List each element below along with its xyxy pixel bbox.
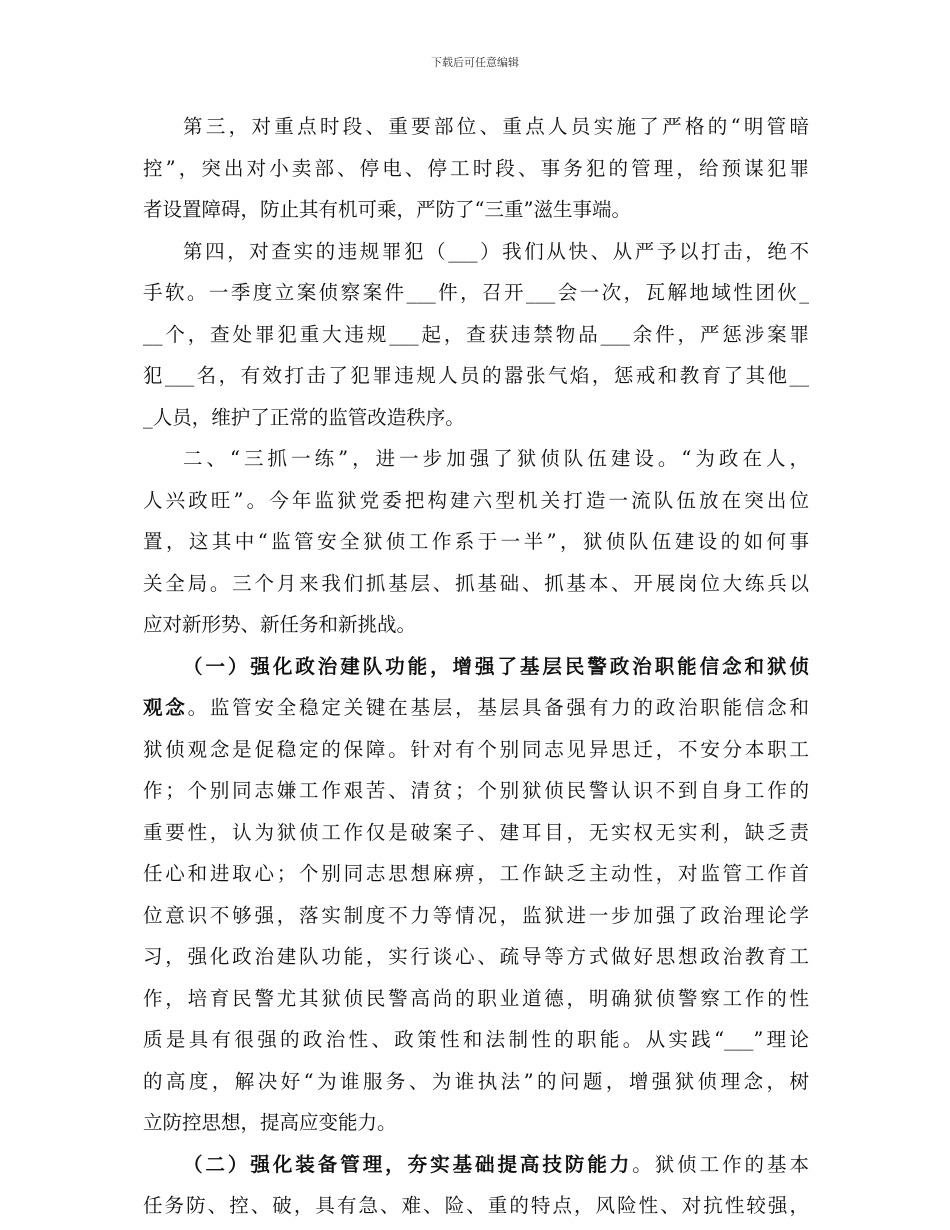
bold-heading-text: 观念 bbox=[143, 696, 188, 719]
line-text: 控”，突出对小卖部、停电、停工时段、事务犯的管理，给预谋犯罪 bbox=[143, 156, 809, 180]
text-line bbox=[143, 812, 809, 854]
text-line bbox=[143, 770, 809, 812]
line-text: 作，培育民警尤其狱侦民警高尚的职业道德，明确狱侦警察工作的性 bbox=[143, 986, 809, 1010]
document-body bbox=[143, 106, 809, 1227]
text-line bbox=[143, 272, 809, 314]
line-text: 重要性，认为狱侦工作仅是破案子、建耳目，无实权无实利，缺乏责 bbox=[143, 820, 809, 844]
text-line bbox=[143, 480, 809, 522]
text-line bbox=[143, 397, 809, 439]
text-line bbox=[143, 604, 809, 646]
line-text: __个，查处罪犯重大违规___起，查获违禁物品___余件，严惩涉案罪 bbox=[143, 322, 809, 346]
line-text: 关全局。三个月来我们抓基层、抓基础、抓基本、开展岗位大练兵以 bbox=[143, 571, 809, 595]
text-line bbox=[143, 1185, 809, 1227]
text-line bbox=[143, 148, 809, 190]
text-line bbox=[143, 438, 809, 480]
line-text: 第三，对重点时段、重要部位、重点人员实施了严格的“明管暗 bbox=[183, 115, 809, 138]
text-line bbox=[143, 1061, 809, 1103]
line-text: 。监管安全稳定关键在基层，基层具备强有力的政治职能信念和 bbox=[187, 696, 809, 719]
bold-heading-text: （二）强化装备管理，夯实基础提高技防能力 bbox=[183, 1152, 633, 1176]
line-text: 立防控思想，提高应变能力。 bbox=[143, 1111, 397, 1134]
text-line bbox=[143, 231, 809, 273]
line-text: 狱侦观念是促稳定的保障。针对有个别同志见异思迁，不安分本职工 bbox=[143, 737, 809, 761]
text-line bbox=[143, 1102, 809, 1144]
text-line bbox=[143, 936, 809, 978]
line-text: 犯___名，有效打击了犯罪违规人员的嚣张气焰，惩戒和教育了其他__ bbox=[143, 364, 809, 387]
line-text: 第四，对查实的违规罪犯（___）我们从快、从严予以打击，绝不 bbox=[183, 239, 809, 263]
line-text: 作；个别同志嫌工作艰苦、清贫；个别狱侦民警认识不到自身工作的 bbox=[143, 779, 809, 802]
text-line bbox=[143, 314, 809, 356]
text-line bbox=[143, 106, 809, 148]
line-text: _人员，维护了正常的监管改造秩序。 bbox=[143, 405, 465, 429]
text-line bbox=[143, 853, 809, 895]
bold-heading-text: （一）强化政治建队功能，增强了基层民警政治职能信念和狱侦 bbox=[183, 654, 809, 678]
text-line bbox=[143, 729, 809, 771]
text-line bbox=[143, 1019, 809, 1061]
line-text: 置，这其中“监管安全狱侦工作系于一半”，狱侦队伍建设的如何事 bbox=[143, 530, 809, 553]
line-text: 位意识不够强，落实制度不力等情况，监狱进一步加强了政治理论学 bbox=[143, 903, 809, 927]
text-line bbox=[143, 189, 809, 231]
text-line bbox=[143, 563, 809, 605]
text-line bbox=[143, 978, 809, 1020]
line-text: 任务防、控、破，具有急、难、险、重的特点，风险性、对抗性较强， bbox=[143, 1194, 809, 1217]
line-text: 手软。一季度立案侦察案件___件，召开___会一次，瓦解地域性团伙_ bbox=[143, 281, 809, 304]
line-text: 习，强化政治建队功能，实行谈心、疏导等方式做好思想政治教育工 bbox=[143, 945, 809, 968]
line-text: 质是具有很强的政治性、政策性和法制性的职能。从实践“___”理论 bbox=[143, 1028, 809, 1051]
text-line bbox=[143, 521, 809, 563]
line-text: 。狱侦工作的基本 bbox=[632, 1152, 809, 1176]
page-header: 下载后可任意编辑 bbox=[431, 56, 519, 69]
line-text: 任心和进取心；个别同志思想麻痹，工作缺乏主动性，对监管工作首 bbox=[143, 862, 809, 885]
text-line bbox=[143, 646, 809, 688]
line-text: 者设置障碍，防止其有机可乘，严防了“三重”滋生事端。 bbox=[143, 198, 631, 221]
line-text: 应对新形势、新任务和新挑战。 bbox=[143, 613, 417, 636]
text-line bbox=[143, 687, 809, 729]
text-line bbox=[143, 1144, 809, 1186]
text-line bbox=[143, 895, 809, 937]
line-text: 的高度，解决好“为谁服务、为谁执法”的问题，增强狱侦理念，树 bbox=[143, 1069, 809, 1093]
text-line bbox=[143, 355, 809, 397]
line-text: 人兴政旺”。今年监狱党委把构建六型机关打造一流队伍放在突出位 bbox=[143, 488, 809, 512]
line-text: 二、“三抓一练”，进一步加强了狱侦队伍建设。“为政在人， bbox=[183, 447, 809, 470]
